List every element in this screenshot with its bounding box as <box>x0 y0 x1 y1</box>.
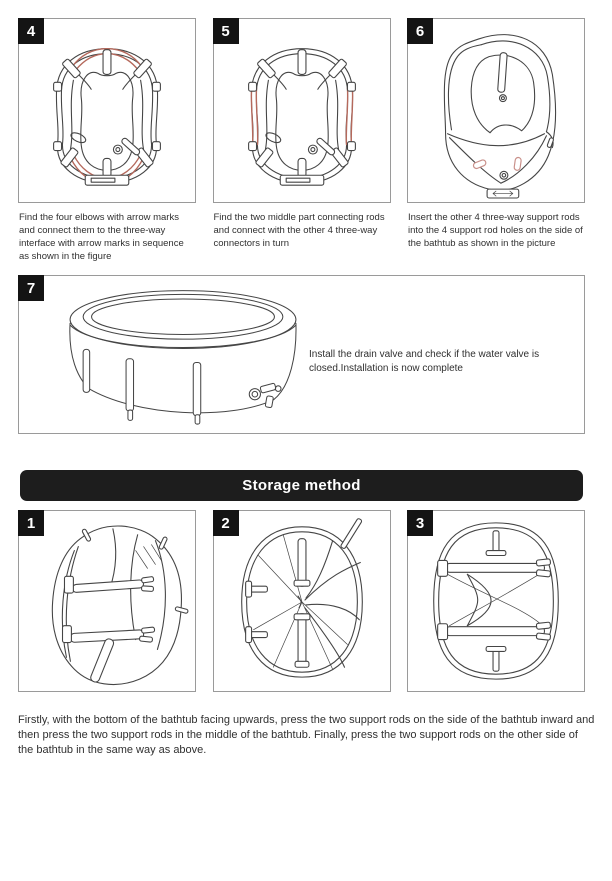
folded-bathtub-step-3-illustration <box>408 511 584 691</box>
folded-bathtub-step-2-illustration <box>214 511 390 691</box>
storage-method-banner-title: Storage method <box>242 477 361 494</box>
step-number-badge: 2 <box>213 510 239 536</box>
assembly-final-step-panel <box>18 275 585 434</box>
step-number-badge: 7 <box>18 275 44 301</box>
assembly-step-5-caption: Find the two middle part connecting rods and connect with the other 4 three-way connectors in turn <box>213 212 385 249</box>
assembly-step-4-panel <box>18 18 196 203</box>
storage-step-2 <box>213 510 391 692</box>
assembly-step-6 <box>407 18 585 263</box>
storage-method-banner <box>20 470 583 501</box>
drain-valve-icon <box>249 383 281 408</box>
assembly-step-4-caption: Find the four elbows with arrow marks and connect them to the three-way interface with arrow marks in sequence as shown in the figure <box>19 212 184 262</box>
assembled-bathtub-illustration <box>57 280 309 430</box>
folded-bathtub-step-1-illustration <box>19 511 195 691</box>
assembly-step-5-panel <box>213 18 391 203</box>
assembly-step-4 <box>18 18 196 263</box>
storage-steps-row <box>18 510 585 692</box>
bathtub-top-view-elbows-illustration <box>19 19 195 202</box>
bathtub-perspective-rod-holes-illustration <box>408 19 584 202</box>
assembly-step-5 <box>213 18 391 263</box>
step-number-badge: 1 <box>18 510 44 536</box>
storage-step-3-panel <box>407 510 585 692</box>
step-number-badge: 5 <box>213 18 239 44</box>
storage-step-3 <box>407 510 585 692</box>
assembly-step-6-panel <box>407 18 585 203</box>
assembly-step-6-caption: Insert the other 4 three-way support rods into the 4 support rod holes on the side of the bathtub as shown in the picture <box>408 212 583 249</box>
assembly-final-step-text: Install the drain valve and check if the water valve is closed.Installation is now complete <box>309 349 540 374</box>
bathtub-top-view-middle-rods-illustration <box>214 19 390 202</box>
assembly-steps-row <box>18 18 585 263</box>
storage-step-1-panel <box>18 510 196 692</box>
step-number-badge: 4 <box>18 18 44 44</box>
step-number-badge: 6 <box>407 18 433 44</box>
storage-instructions: Firstly, with the bottom of the bathtub facing upwards, press the two support rods on the side of the bathtub inward and then press the two support rods in the middle of the bathtub. Finally, press the two support rods on the other side of the bathtub in the same way as above. <box>18 714 595 756</box>
storage-step-1 <box>18 510 196 692</box>
step-number-badge: 3 <box>407 510 433 536</box>
storage-step-2-panel <box>213 510 391 692</box>
